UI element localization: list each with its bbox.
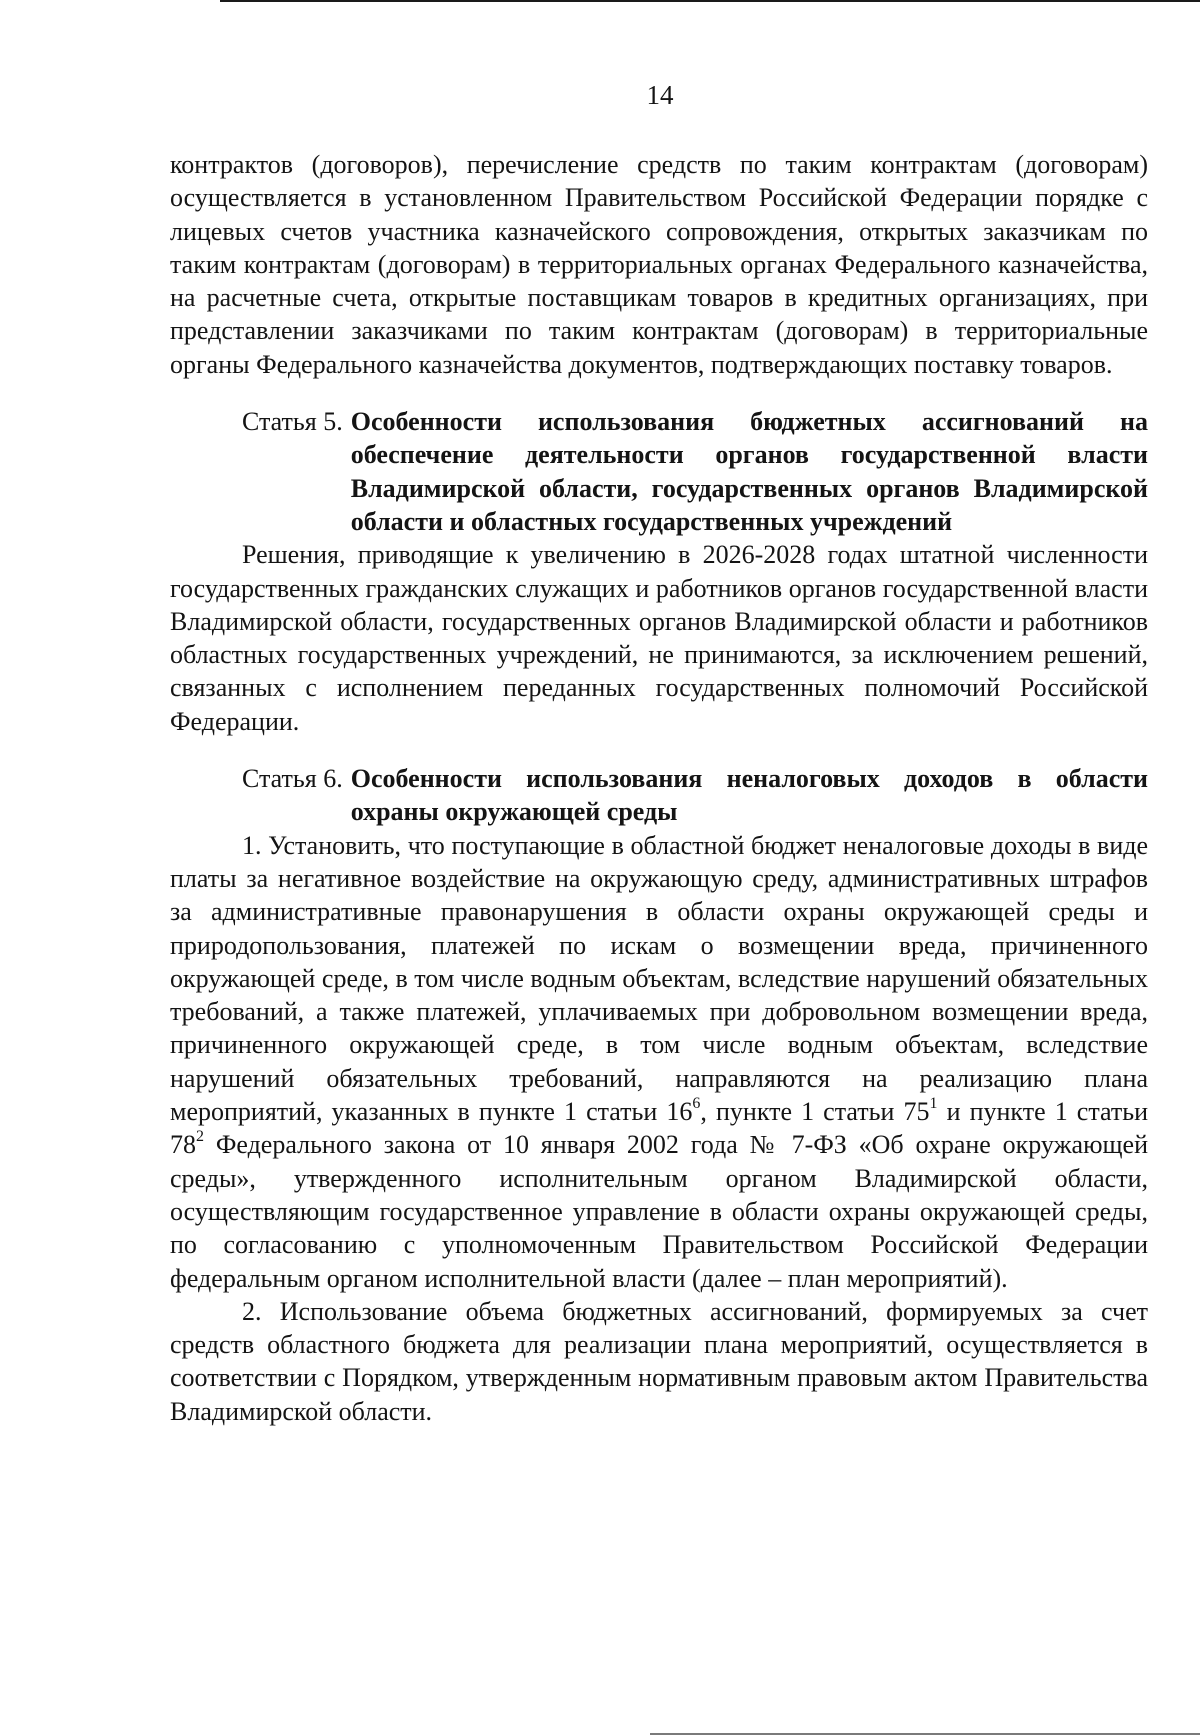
article-6-p1-text-a: 1. Установить, что поступающие в областной бюджет неналоговые доходы в виде платы за негативное воздействие на окружающую среду, административных штрафов за административные правонарушения в области охраны окружающей среды и природопользования, платежей по искам о возмещении вреда, причиненного окружающей среде, в том числе водным объектам, вследствие нарушений обязательных требований, а также платежей, уплачиваемых при добровольном возмещении вреда, причиненного окружающей среде, в том числе водным объектам, вследствие нарушений обязательных требований, направляются на реализацию плана мероприятий, указанных в пункте 1 статьи 16 [170, 830, 1148, 1127]
superscript-2: 2 [196, 1128, 204, 1146]
intro-paragraph: контрактов (договоров), перечисление средств по таким контрактам (договорам) осуществляется в установленном Правительством Российской Федерации порядке с лицевых счетов участника казначейского сопровождения, открытых заказчикам по таким контрактам (договорам) в территориальных органах Федерального казначейства, на расчетные счета, открытые поставщикам товаров в кредитных организациях, при представлении заказчиками по таким контрактам (договорам) в территориальные органы Федерального казначейства документов, подтверждающих поставку товаров. [170, 150, 1148, 379]
superscript-6: 6 [692, 1095, 701, 1113]
article-5-label: Статья 5. [242, 407, 343, 437]
article-6-paragraph-1 [170, 829, 1148, 1295]
document-body [170, 148, 1148, 1428]
article-6-paragraph-2: 2. Использование объема бюджетных ассигнований, формируемых за счет средств областного бюджета для реализации плана мероприятий, осуществляется в соответствии с Порядком, утвержденным нормативным правовым актом Правительства Владимирской области. [170, 1296, 1148, 1426]
article-5-title: Особенности использования бюджетных ассигнований на обеспечение деятельности органов государственной власти Владимирской области, государственных органов Владимирской области и областных государственных учреждений [350, 407, 1148, 536]
article-6-title: Особенности использования неналоговых доходов в области охраны окружающей среды [350, 764, 1148, 827]
page-number: 14 [646, 80, 674, 110]
article-6-label: Статья 6. [242, 764, 343, 794]
article-6-p1-text-d: Федерального закона от 10 января 2002 года № 7-ФЗ «Об охране окружающей среды», утвержденного исполнительным органом Владимирской области, осуществляющим государственное управление в области охраны окружающей среды, по согласованию с уполномоченным Правительством Российской Федерации федеральным органом исполнительной власти (далее – план мероприятий). [170, 1130, 1148, 1293]
article-6-p1-text-c: и пункте 1 статьи 78 [170, 1097, 1149, 1160]
top-border-line [220, 0, 1200, 2]
superscript-1: 1 [929, 1095, 938, 1113]
article-5-text: Решения, приводящие к увеличению в 2026-2028 годах штатной численности государственных гражданских служащих и работников органов государственной власти Владимирской области, государственных органов Владимирской области и работников областных государственных учреждений, не принимаются, за исключением решений, связанных с исполнением переданных государственных полномочий Российской Федерации. [170, 540, 1148, 736]
article-6-p1-text-b: , пункте 1 статьи 75 [700, 1097, 930, 1127]
article-5-heading [170, 405, 1148, 538]
article-6-heading [170, 762, 1148, 829]
